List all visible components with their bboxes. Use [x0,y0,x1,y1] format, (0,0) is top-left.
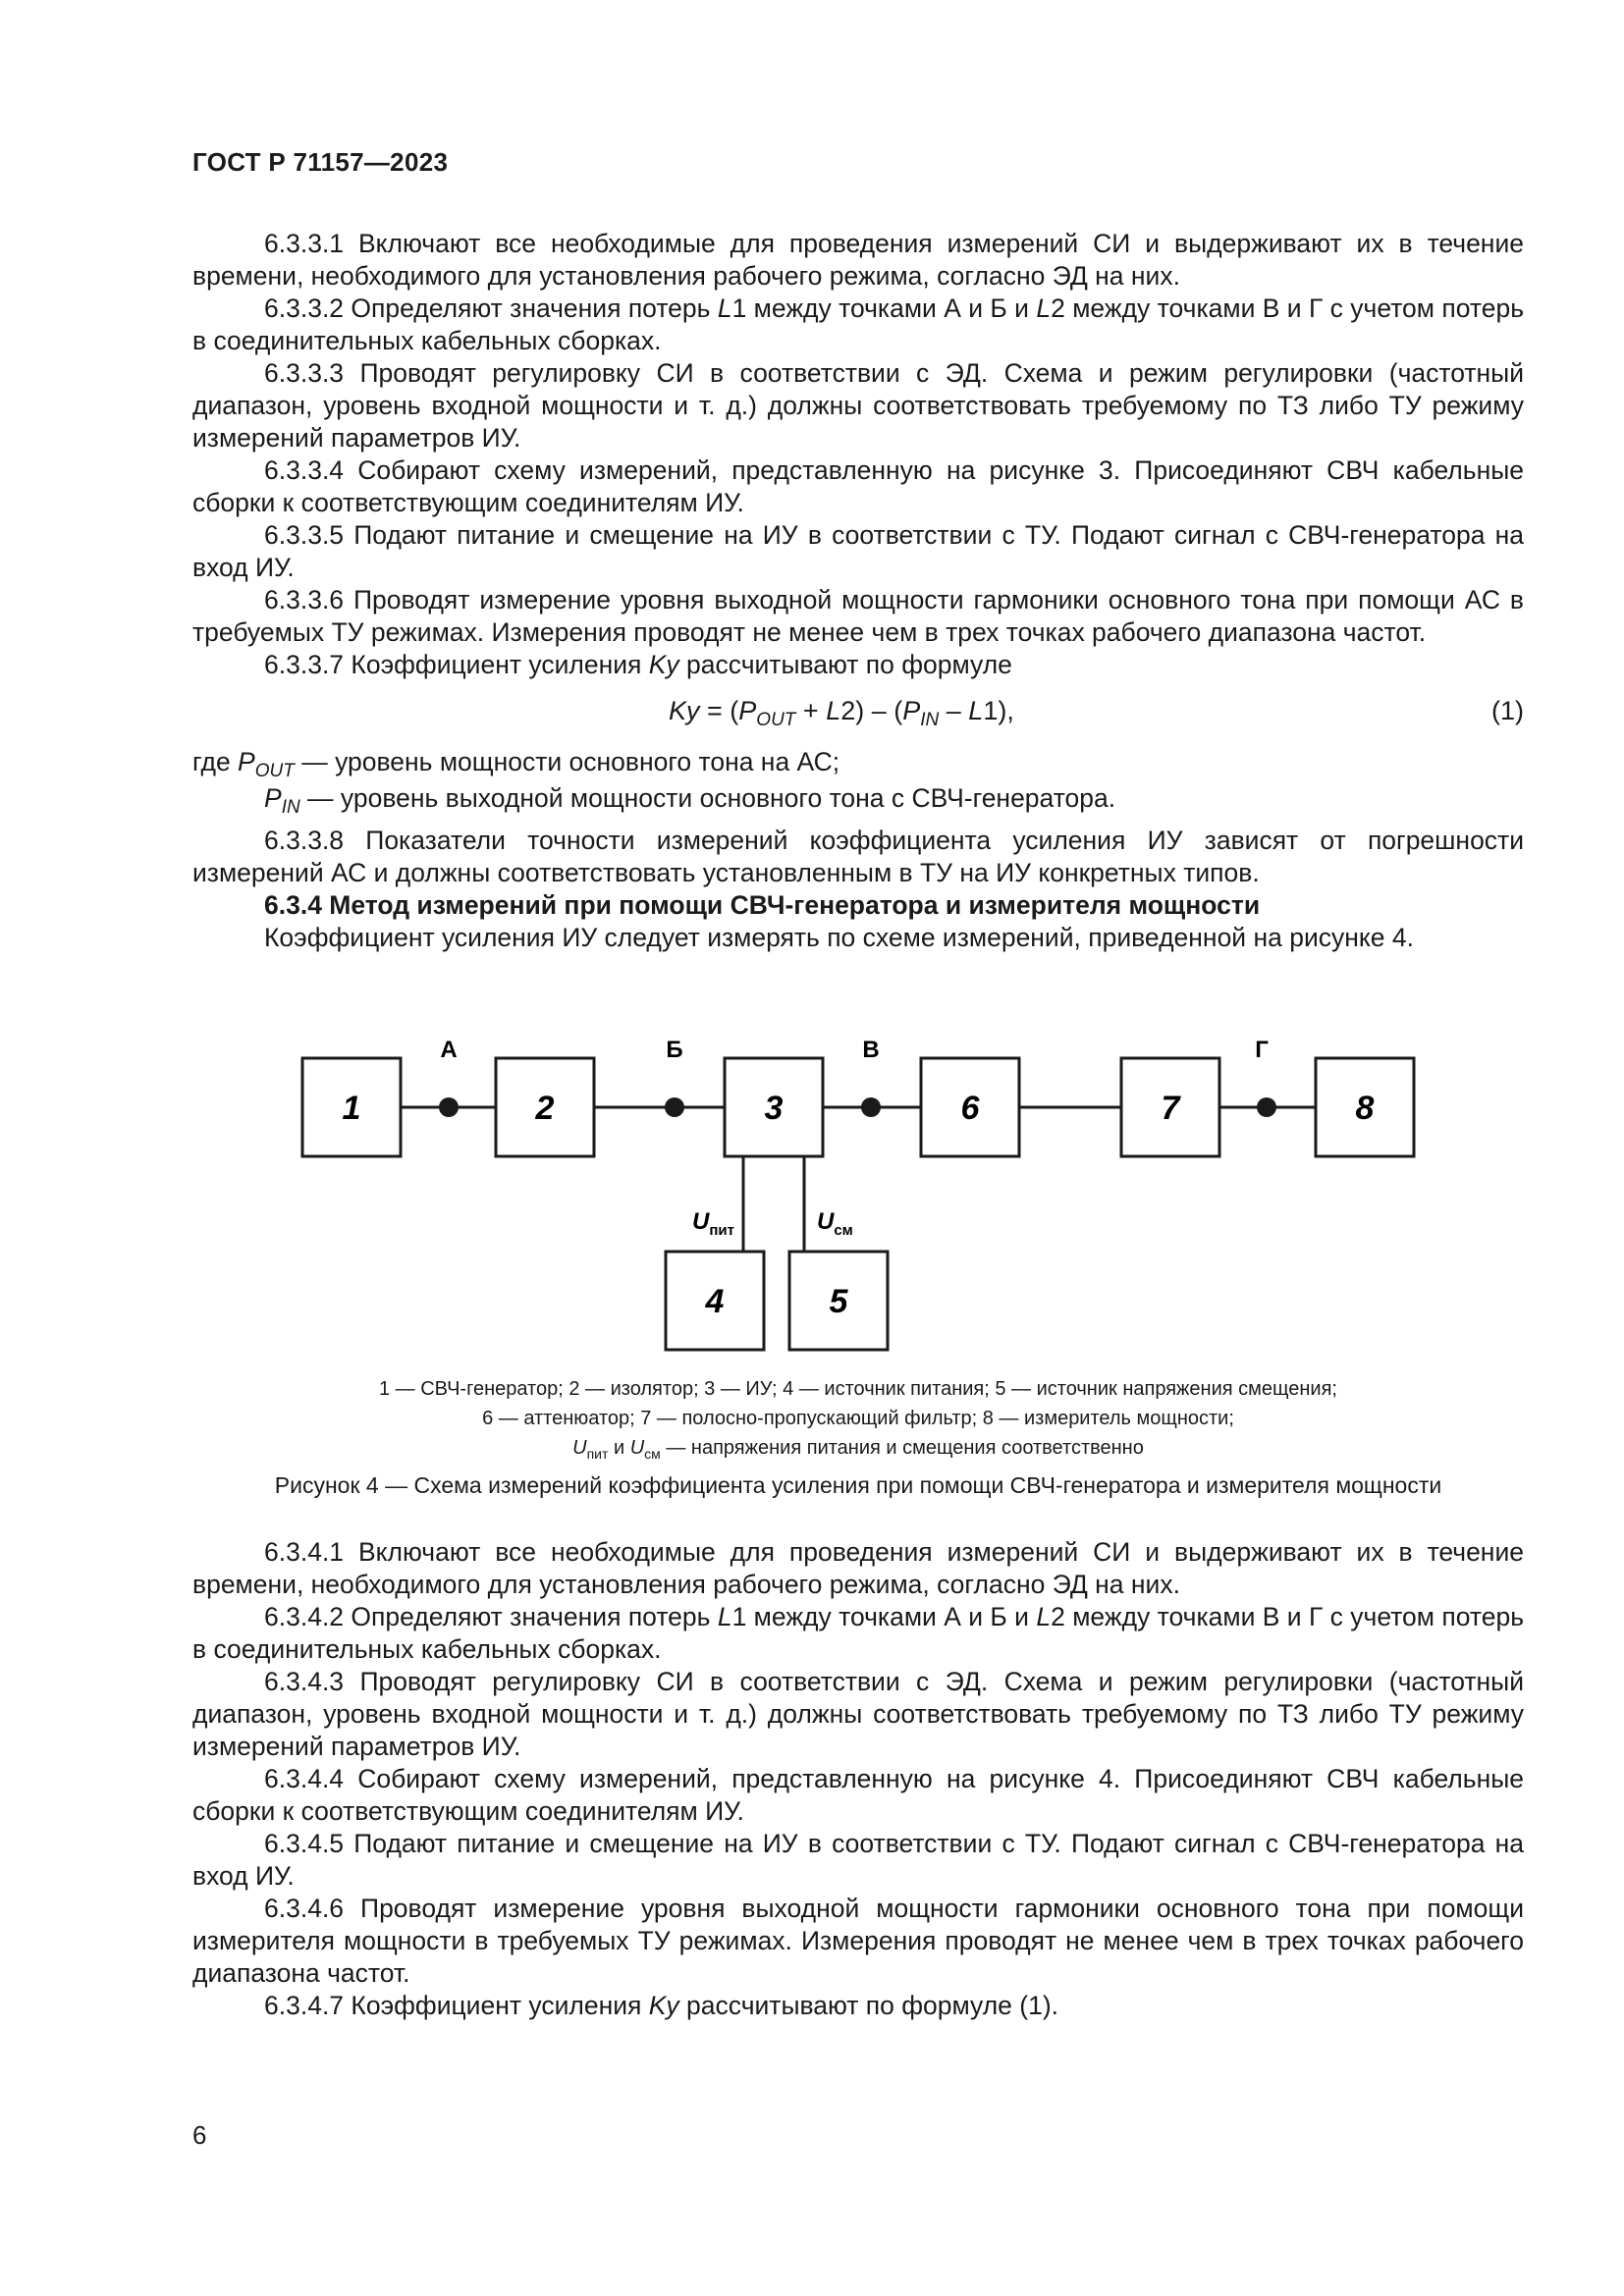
block-label-1: 1 [342,1090,361,1127]
figure-caption: Рисунок 4 — Схема измерений коэффициента усиления при помощи СВЧ-генератора и измерителя мощности [274,1472,1442,1498]
legend-line-2: 6 — аттенюатор; 7 — полосно-пропускающий фильтр; 8 — измеритель мощности; [482,1408,1234,1429]
document-header: ГОСТ Р 71157—2023 [192,147,449,177]
block-label-8: 8 [1355,1090,1375,1127]
block-label-5: 5 [829,1283,848,1320]
figure-legend [192,1374,1524,1468]
measurement-scheme-diagram [295,1036,1522,1360]
paragraph-6-3-3-1: 6.3.3.1 Включают все необходимые для проведения измерений СИ и выдерживают их в течение времени, необходимого для установления рабочего режима, согласно ЭД на них. [192,229,1524,291]
point-label-G: Г [1255,1037,1269,1063]
paragraph-6-3-4-intro: Коэффициент усиления ИУ следует измерять по схеме измерений, приведенной на рисунке 4. [264,923,1414,952]
section-heading-6-3-4: 6.3.4 Метод измерений при помощи СВЧ-генератора и измерителя мощности [264,890,1261,920]
block-label-4: 4 [705,1283,725,1320]
where-pout: где $P_{OUT}$ — уровень мощности основного тона на АС; [192,747,840,781]
paragraph-6-3-4-7: 6.3.4.7 Коэффициент усиления Ky рассчитывают по формуле (1). [264,1991,1059,2020]
block-label-6: 6 [960,1090,980,1127]
paragraph-6-3-3-8: 6.3.3.8 Показатели точности измерений коэффициента усиления ИУ зависят от погрешности измерений АС и должны соответствовать установленным в ТУ на ИУ конкретных типов. [192,826,1524,887]
block-label-7: 7 [1161,1090,1180,1127]
legend-line-3: $U_{пит}$ и $U_{см}$ — напряжения питания и смещения соответственно [572,1437,1144,1462]
point-label-B: Б [666,1037,683,1063]
paragraph-6-3-3-5: 6.3.3.5 Подают питание и смещение на ИУ в соответствии с ТУ. Подают сигнал с СВЧ-генератора на вход ИУ. [192,520,1524,582]
paragraph-6-3-4-2: 6.3.4.2 Определяют значения потерь L1 между точками А и Б и L2 между точками В и Г с учетом потерь в соединительных кабельных сборках. [192,1602,1525,1664]
paragraph-6-3-4-6: 6.3.4.6 Проводят измерение уровня выходной мощности гармоники основного тона при помощи измерителя мощности в требуемых ТУ режимах. Измерения проводят не менее чем в трех точках рабочего диапазона частот. [192,1894,1524,1988]
label-u-sm: $U_{см}$ [817,1208,853,1239]
block-label-3: 3 [764,1090,784,1127]
point-G-dot [1257,1097,1276,1117]
legend-line-1: 1 — СВЧ-генератор; 2 — изолятор; 3 — ИУ; 4 — источник питания; 5 — источник напряжения смещения; [378,1378,1337,1400]
paragraph-6-3-4-3: 6.3.4.3 Проводят регулировку СИ в соответствии с ЭД. Схема и режим регулировки (частотный диапазон, уровень входной мощности и т. д.) должны соответствовать требуемому по ТЗ либо ТУ режиму измерений параметров ИУ. [192,1667,1524,1761]
point-label-V: В [862,1037,880,1063]
block-label-2: 2 [535,1090,555,1127]
formula-legend [192,746,1524,819]
formula-1 [192,691,1524,732]
paragraph-6-3-3-3: 6.3.3.3 Проводят регулировку СИ в соответствии с ЭД. Схема и режим регулировки (частотный диапазон, уровень входной мощности и т. д.) должны соответствовать требуемому по ТЗ либо ТУ режиму измерений параметров ИУ. [192,358,1524,453]
paragraph-6-3-4-5: 6.3.4.5 Подают питание и смещение на ИУ в соответствии с ТУ. Подают сигнал с СВЧ-генератора на вход ИУ. [192,1829,1524,1891]
label-u-pit: $U_{пит}$ [692,1208,734,1239]
section-6-3-3 [192,228,1524,954]
point-A-dot [439,1097,459,1117]
section-6-3-4-steps [192,1536,1524,2022]
paragraph-6-3-3-7: 6.3.3.7 Коэффициент усиления Ky рассчитывают по формуле [264,650,1012,679]
paragraph-6-3-3-4: 6.3.3.4 Собирают схему измерений, представленную на рисунке 3. Присоединяют СВЧ кабельные сборки к соответствующим соединителям ИУ. [192,455,1524,517]
point-V-dot [861,1097,881,1117]
paragraph-6-3-4-1: 6.3.4.1 Включают все необходимые для проведения измерений СИ и выдерживают их в течение времени, необходимого для установления рабочего режима, согласно ЭД на них. [192,1537,1524,1599]
paragraph-6-3-4-4: 6.3.4.4 Собирают схему измерений, представленную на рисунке 4. Присоединяют СВЧ кабельные сборки к соответствующим соединителям ИУ. [192,1764,1524,1826]
paragraph-6-3-3-2: 6.3.3.2 Определяют значения потерь L1 между точками А и Б и L2 между точками В и Г с учетом потерь в соединительных кабельных сборках. [192,294,1525,355]
formula-number: (1) [1491,696,1524,725]
formula-expression: $Ky = (P_{OUT} + L2) - (P_{IN} - L1)$, [669,696,1014,730]
page-number: 6 [192,2120,207,2150]
paragraph-6-3-3-6: 6.3.3.6 Проводят измерение уровня выходной мощности гармоники основного тона при помощи АС в требуемых ТУ режимах. Измерения проводят не менее чем в трех точках рабочего диапазона частот. [192,585,1524,647]
point-label-A: А [440,1037,458,1063]
point-B-dot [665,1097,684,1117]
where-pin: $P_{IN}$ — уровень выходной мощности основного тона с СВЧ-генератора. [264,783,1116,818]
